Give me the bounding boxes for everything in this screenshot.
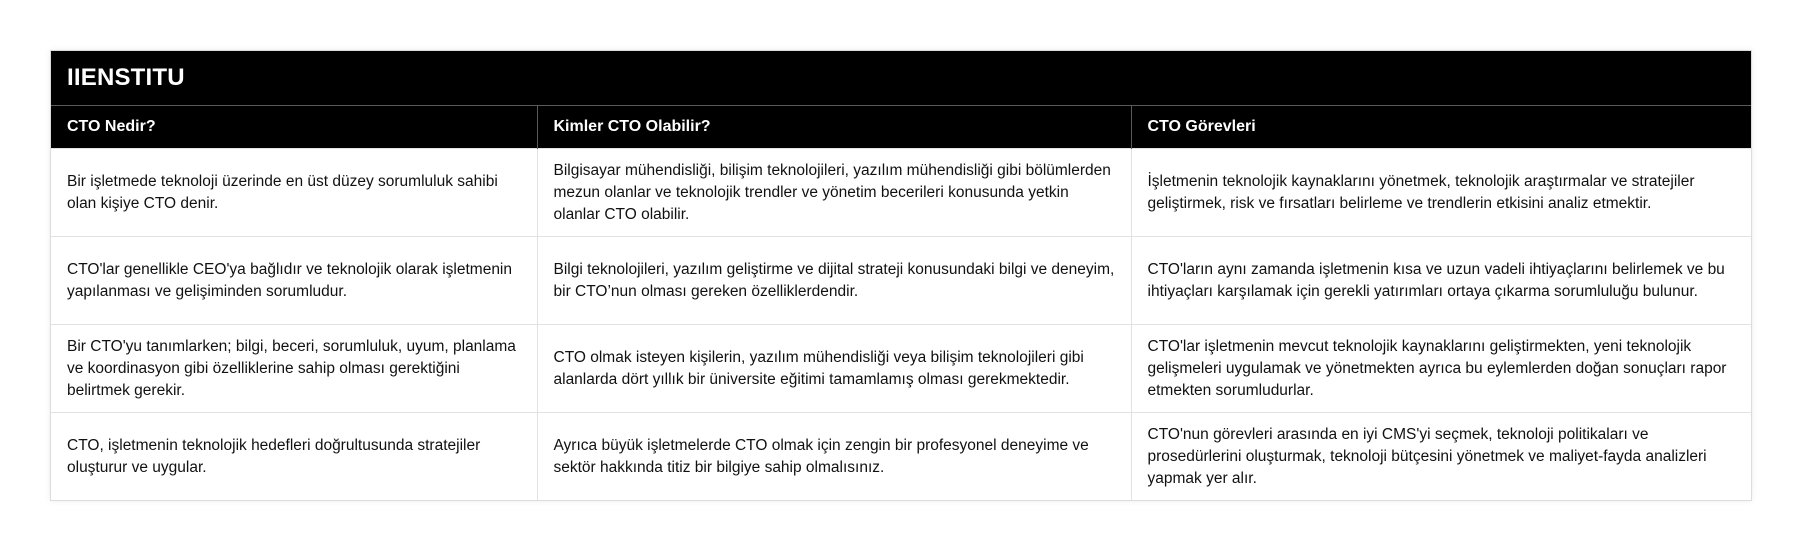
table-cell: CTO olmak isteyen kişilerin, yazılım mühendisliği veya bilişim teknolojileri gibi alanlarda dört yıllık bir üniversite eğitimi tamamlamış olması gerekmektedir. — [537, 325, 1131, 413]
table-cell: CTO'lar işletmenin mevcut teknolojik kaynaklarını geliştirmekten, yeni teknolojik gelişmeleri uygulamak ve yönetmekten ayrıca bu eylemlerden doğan sonuçları rapor etmekten sorumludurlar. — [1131, 325, 1751, 413]
column-header-cto-gorevleri: CTO Görevleri — [1131, 106, 1751, 149]
table-cell: CTO'lar genellikle CEO'ya bağlıdır ve teknolojik olarak işletmenin yapılanması ve gelişiminden sorumludur. — [51, 237, 537, 325]
table-row — [51, 325, 1751, 413]
table-cell: Bir CTO'yu tanımlarken; bilgi, beceri, sorumluluk, uyum, planlama ve koordinasyon gibi özelliklerine sahip olması gerektiğini belirtmek gerekir. — [51, 325, 537, 413]
table-row — [51, 149, 1751, 237]
column-header-kimler-cto-olabilir: Kimler CTO Olabilir? — [537, 106, 1131, 149]
table-row — [51, 413, 1751, 501]
column-header-cto-nedir: CTO Nedir? — [51, 106, 537, 149]
table-cell: Bilgi teknolojileri, yazılım geliştirme ve dijital strateji konusundaki bilgi ve deneyim, bir CTO’nun olması gereken özelliklerdendir. — [537, 237, 1131, 325]
table-cell: Ayrıca büyük işletmelerde CTO olmak için zengin bir profesyonel deneyime ve sektör hakkında titiz bir bilgiye sahip olmalısınız. — [537, 413, 1131, 501]
table-cell: CTO'nun görevleri arasında en iyi CMS'yi seçmek, teknoloji politikaları ve prosedürlerini oluşturmak, teknoloji bütçesini yönetmek ve maliyet-fayda analizleri yapmak yer alır. — [1131, 413, 1751, 501]
table-cell: Bir işletmede teknoloji üzerinde en üst düzey sorumluluk sahibi olan kişiye CTO denir. — [51, 149, 537, 237]
table-cell: CTO, işletmenin teknolojik hedefleri doğrultusunda stratejiler oluşturur ve uygular. — [51, 413, 537, 501]
table-cell: Bilgisayar mühendisliği, bilişim teknolojileri, yazılım mühendisliği gibi bölümlerden mezun olanlar ve teknolojik trendler ve yönetim becerileri konusunda yetkin olanlar CTO olabilir. — [537, 149, 1131, 237]
brand-title: IIENSTITU — [67, 64, 185, 91]
table-cell: CTO'ların aynı zamanda işletmenin kısa ve uzun vadeli ihtiyaçlarını belirlemek ve bu ihtiyaçları karşılamak için gerekli yatırımları ortaya çıkarma sorumluluğu bulunur. — [1131, 237, 1751, 325]
brand-header — [51, 51, 1751, 105]
table-cell: İşletmenin teknolojik kaynaklarını yönetmek, teknolojik araştırmalar ve stratejiler geliştirmek, risk ve fırsatları belirleme ve trendlerin etkisini analiz etmektir. — [1131, 149, 1751, 237]
cto-table — [51, 105, 1751, 500]
table-header-row — [51, 106, 1751, 149]
content-card — [50, 50, 1752, 501]
table-row — [51, 237, 1751, 325]
